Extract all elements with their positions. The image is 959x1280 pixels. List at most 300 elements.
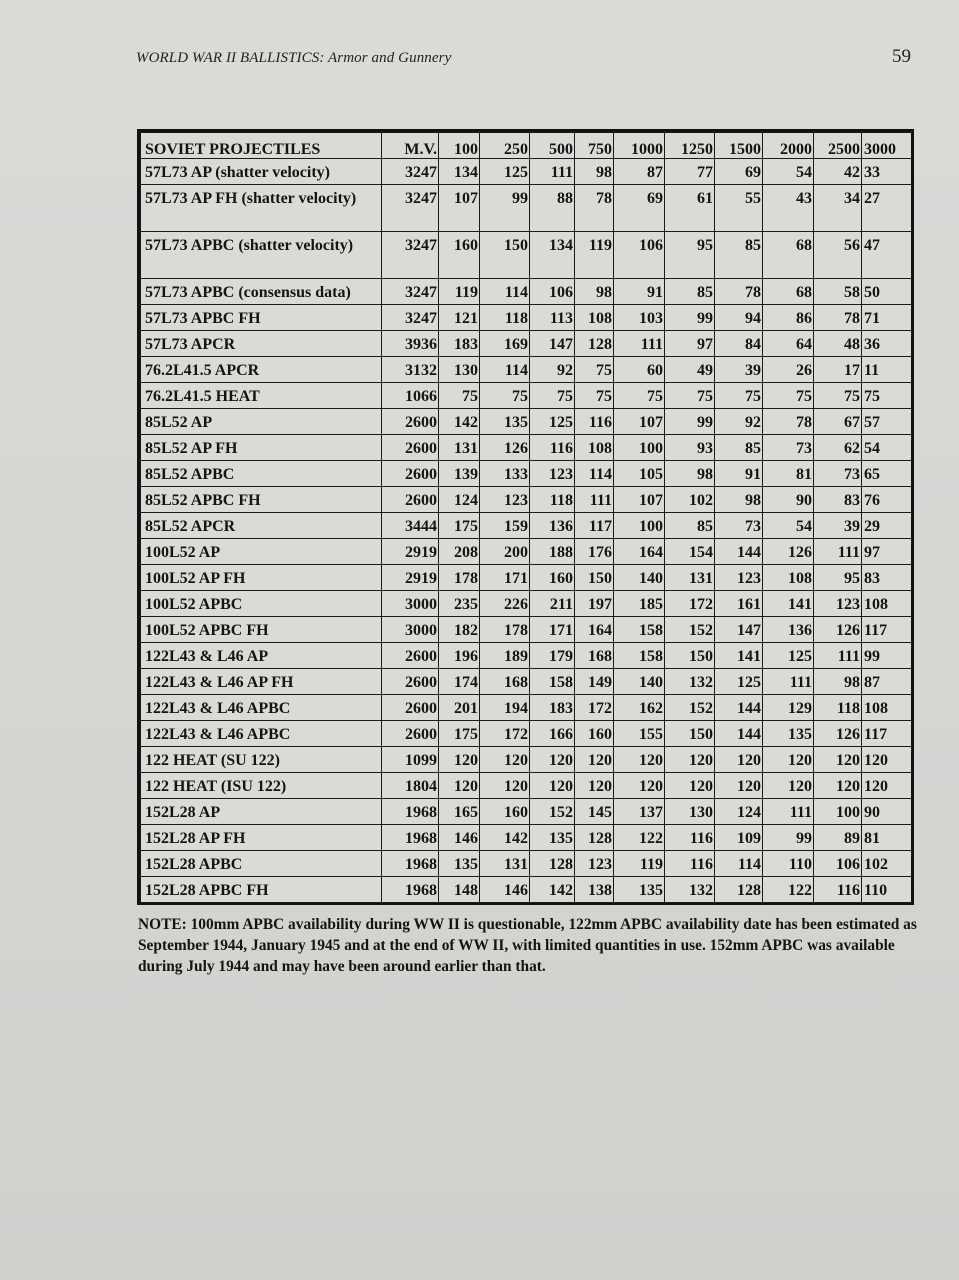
penetration-value-cell: 125 — [715, 669, 763, 695]
table-row — [141, 565, 912, 591]
penetration-value-cell: 106 — [614, 232, 665, 279]
column-header-range-2500: 2500 — [814, 133, 862, 159]
projectile-name-cell: 122L43 & L46 AP — [141, 643, 382, 669]
muzzle-velocity-cell: 3132 — [382, 357, 439, 383]
penetration-value-cell: 148 — [439, 877, 480, 903]
projectile-name-cell: 100L52 APBC FH — [141, 617, 382, 643]
penetration-value-cell: 85 — [665, 279, 715, 305]
table-row — [141, 799, 912, 825]
projectile-name-cell: 76.2L41.5 APCR — [141, 357, 382, 383]
penetration-value-cell: 90 — [862, 799, 912, 825]
penetration-value-cell: 128 — [530, 851, 575, 877]
penetration-value-cell: 179 — [530, 643, 575, 669]
muzzle-velocity-cell: 1968 — [382, 825, 439, 851]
table-body — [141, 133, 912, 903]
penetration-value-cell: 142 — [480, 825, 530, 851]
penetration-value-cell: 120 — [575, 773, 614, 799]
penetration-value-cell: 135 — [439, 851, 480, 877]
muzzle-velocity-cell: 1804 — [382, 773, 439, 799]
table-row — [141, 305, 912, 331]
penetration-value-cell: 118 — [480, 305, 530, 331]
penetration-value-cell: 75 — [575, 357, 614, 383]
projectile-name-cell: 57L73 AP (shatter velocity) — [141, 159, 382, 185]
penetration-value-cell: 139 — [439, 461, 480, 487]
muzzle-velocity-cell: 3247 — [382, 159, 439, 185]
penetration-value-cell: 120 — [439, 747, 480, 773]
penetration-value-cell: 73 — [715, 513, 763, 539]
penetration-value-cell: 146 — [480, 877, 530, 903]
penetration-value-cell: 85 — [715, 232, 763, 279]
penetration-value-cell: 120 — [575, 747, 614, 773]
penetration-value-cell: 146 — [439, 825, 480, 851]
table-row — [141, 773, 912, 799]
penetration-value-cell: 98 — [665, 461, 715, 487]
penetration-value-cell: 43 — [763, 185, 814, 232]
penetration-value-cell: 39 — [814, 513, 862, 539]
penetration-value-cell: 120 — [530, 773, 575, 799]
projectile-name-cell: 57L73 AP FH (shatter velocity) — [141, 185, 382, 232]
penetration-value-cell: 75 — [862, 383, 912, 409]
table-row — [141, 232, 912, 279]
muzzle-velocity-cell: 3247 — [382, 185, 439, 232]
table-row — [141, 851, 912, 877]
projectile-name-cell: 122L43 & L46 APBC — [141, 695, 382, 721]
soviet-projectiles-table — [140, 132, 912, 903]
muzzle-velocity-cell: 1099 — [382, 747, 439, 773]
penetration-value-cell: 75 — [814, 383, 862, 409]
penetration-value-cell: 136 — [763, 617, 814, 643]
penetration-value-cell: 116 — [814, 877, 862, 903]
penetration-value-cell: 85 — [715, 435, 763, 461]
column-header-range-1250: 1250 — [665, 133, 715, 159]
muzzle-velocity-cell: 2600 — [382, 721, 439, 747]
penetration-value-cell: 102 — [862, 851, 912, 877]
penetration-value-cell: 88 — [530, 185, 575, 232]
penetration-value-cell: 119 — [439, 279, 480, 305]
penetration-value-cell: 147 — [715, 617, 763, 643]
running-head-title: WORLD WAR II BALLISTICS: Armor and Gunnery — [136, 50, 452, 66]
penetration-value-cell: 99 — [763, 825, 814, 851]
penetration-value-cell: 135 — [530, 825, 575, 851]
projectile-name-cell: 122L43 & L46 AP FH — [141, 669, 382, 695]
table-row — [141, 695, 912, 721]
penetration-value-cell: 124 — [439, 487, 480, 513]
penetration-value-cell: 47 — [862, 232, 912, 279]
muzzle-velocity-cell: 2600 — [382, 695, 439, 721]
penetration-value-cell: 60 — [614, 357, 665, 383]
penetration-value-cell: 158 — [530, 669, 575, 695]
penetration-value-cell: 121 — [439, 305, 480, 331]
penetration-value-cell: 155 — [614, 721, 665, 747]
penetration-value-cell: 160 — [439, 232, 480, 279]
penetration-value-cell: 137 — [614, 799, 665, 825]
column-header-range-1500: 1500 — [715, 133, 763, 159]
penetration-value-cell: 152 — [665, 695, 715, 721]
penetration-value-cell: 123 — [530, 461, 575, 487]
muzzle-velocity-cell: 3000 — [382, 617, 439, 643]
penetration-value-cell: 130 — [439, 357, 480, 383]
projectile-name-cell: 57L73 APBC (shatter velocity) — [141, 232, 382, 279]
page-number: 59 — [892, 46, 911, 67]
table-row — [141, 747, 912, 773]
table-row — [141, 669, 912, 695]
penetration-value-cell: 128 — [575, 825, 614, 851]
penetration-value-cell: 92 — [715, 409, 763, 435]
penetration-value-cell: 92 — [530, 357, 575, 383]
penetration-value-cell: 120 — [814, 747, 862, 773]
penetration-value-cell: 116 — [575, 409, 614, 435]
penetration-value-cell: 69 — [614, 185, 665, 232]
projectile-name-cell: 85L52 AP FH — [141, 435, 382, 461]
penetration-value-cell: 144 — [715, 721, 763, 747]
penetration-value-cell: 75 — [530, 383, 575, 409]
muzzle-velocity-cell: 2600 — [382, 643, 439, 669]
penetration-value-cell: 120 — [614, 773, 665, 799]
penetration-value-cell: 162 — [614, 695, 665, 721]
penetration-value-cell: 120 — [480, 747, 530, 773]
table-row — [141, 539, 912, 565]
penetration-value-cell: 164 — [614, 539, 665, 565]
penetration-value-cell: 131 — [439, 435, 480, 461]
penetration-value-cell: 136 — [530, 513, 575, 539]
penetration-value-cell: 98 — [814, 669, 862, 695]
penetration-value-cell: 113 — [530, 305, 575, 331]
penetration-value-cell: 99 — [665, 409, 715, 435]
penetration-value-cell: 100 — [614, 513, 665, 539]
penetration-value-cell: 117 — [575, 513, 614, 539]
penetration-value-cell: 108 — [575, 305, 614, 331]
projectile-name-cell: 152L28 AP — [141, 799, 382, 825]
penetration-value-cell: 91 — [715, 461, 763, 487]
muzzle-velocity-cell: 2600 — [382, 409, 439, 435]
penetration-value-cell: 172 — [480, 721, 530, 747]
penetration-value-cell: 108 — [575, 435, 614, 461]
penetration-value-cell: 85 — [665, 513, 715, 539]
penetration-value-cell: 17 — [814, 357, 862, 383]
table-row — [141, 877, 912, 903]
penetration-value-cell: 106 — [814, 851, 862, 877]
penetration-value-cell: 140 — [614, 669, 665, 695]
penetration-value-cell: 178 — [439, 565, 480, 591]
penetration-value-cell: 122 — [614, 825, 665, 851]
penetration-value-cell: 130 — [665, 799, 715, 825]
penetration-value-cell: 120 — [665, 773, 715, 799]
penetration-value-cell: 48 — [814, 331, 862, 357]
penetration-value-cell: 126 — [814, 617, 862, 643]
table-row — [141, 435, 912, 461]
projectile-name-cell: 100L52 AP FH — [141, 565, 382, 591]
penetration-value-cell: 105 — [614, 461, 665, 487]
column-header-range-2000: 2000 — [763, 133, 814, 159]
penetration-value-cell: 150 — [665, 643, 715, 669]
muzzle-velocity-cell: 2600 — [382, 669, 439, 695]
penetration-value-cell: 131 — [480, 851, 530, 877]
penetration-value-cell: 120 — [862, 747, 912, 773]
penetration-value-cell: 42 — [814, 159, 862, 185]
penetration-value-cell: 116 — [530, 435, 575, 461]
table-row — [141, 591, 912, 617]
penetration-value-cell: 166 — [530, 721, 575, 747]
penetration-value-cell: 75 — [614, 383, 665, 409]
penetration-value-cell: 39 — [715, 357, 763, 383]
penetration-value-cell: 71 — [862, 305, 912, 331]
penetration-value-cell: 175 — [439, 721, 480, 747]
penetration-value-cell: 98 — [715, 487, 763, 513]
penetration-value-cell: 99 — [480, 185, 530, 232]
muzzle-velocity-cell: 2600 — [382, 487, 439, 513]
projectile-name-cell: 57L73 APBC FH — [141, 305, 382, 331]
penetration-value-cell: 147 — [530, 331, 575, 357]
penetration-value-cell: 110 — [763, 851, 814, 877]
penetration-value-cell: 34 — [814, 185, 862, 232]
penetration-value-cell: 56 — [814, 232, 862, 279]
penetration-value-cell: 120 — [480, 773, 530, 799]
penetration-value-cell: 169 — [480, 331, 530, 357]
penetration-value-cell: 97 — [862, 539, 912, 565]
muzzle-velocity-cell: 3247 — [382, 279, 439, 305]
table-row — [141, 825, 912, 851]
muzzle-velocity-cell: 1968 — [382, 877, 439, 903]
column-header-range-3000: 3000 — [862, 133, 912, 159]
muzzle-velocity-cell: 2600 — [382, 435, 439, 461]
penetration-value-cell: 77 — [665, 159, 715, 185]
penetration-value-cell: 78 — [814, 305, 862, 331]
column-header-range-500: 500 — [530, 133, 575, 159]
penetration-value-cell: 108 — [763, 565, 814, 591]
penetration-value-cell: 116 — [665, 825, 715, 851]
projectile-name-cell: 85L52 APBC — [141, 461, 382, 487]
muzzle-velocity-cell: 1066 — [382, 383, 439, 409]
penetration-value-cell: 89 — [814, 825, 862, 851]
penetration-value-cell: 106 — [530, 279, 575, 305]
penetration-value-cell: 144 — [715, 539, 763, 565]
penetration-value-cell: 99 — [665, 305, 715, 331]
table-row — [141, 409, 912, 435]
penetration-value-cell: 73 — [763, 435, 814, 461]
penetration-value-cell: 108 — [862, 695, 912, 721]
penetration-value-cell: 68 — [763, 232, 814, 279]
penetration-value-cell: 114 — [480, 357, 530, 383]
penetration-value-cell: 118 — [814, 695, 862, 721]
muzzle-velocity-cell: 3000 — [382, 591, 439, 617]
penetration-value-cell: 111 — [763, 799, 814, 825]
penetration-value-cell: 172 — [665, 591, 715, 617]
column-header-muzzle-velocity: M.V. — [382, 133, 439, 159]
penetration-value-cell: 125 — [763, 643, 814, 669]
penetration-value-cell: 123 — [814, 591, 862, 617]
penetration-value-cell: 111 — [614, 331, 665, 357]
table-row — [141, 513, 912, 539]
penetration-value-cell: 84 — [715, 331, 763, 357]
penetration-value-cell: 107 — [439, 185, 480, 232]
table-row — [141, 331, 912, 357]
penetration-value-cell: 183 — [439, 331, 480, 357]
column-header-range-750: 750 — [575, 133, 614, 159]
penetration-value-cell: 174 — [439, 669, 480, 695]
muzzle-velocity-cell: 1968 — [382, 851, 439, 877]
penetration-value-cell: 132 — [665, 877, 715, 903]
table-note: NOTE: 100mm APBC availability during WW II is questionable, 122mm APBC availability date has been estimated as September 1944, January 1945 and at the end of WW II, with limited quantities in use. 152mm APBC was available during July 1944 and may have been around earlier than that. — [138, 916, 917, 975]
penetration-value-cell: 81 — [763, 461, 814, 487]
penetration-value-cell: 182 — [439, 617, 480, 643]
penetration-value-cell: 194 — [480, 695, 530, 721]
table-row — [141, 487, 912, 513]
penetration-value-cell: 135 — [614, 877, 665, 903]
projectile-name-cell: 100L52 AP — [141, 539, 382, 565]
penetration-value-cell: 133 — [480, 461, 530, 487]
penetration-value-cell: 150 — [575, 565, 614, 591]
penetration-value-cell: 171 — [530, 617, 575, 643]
penetration-value-cell: 36 — [862, 331, 912, 357]
penetration-value-cell: 26 — [763, 357, 814, 383]
penetration-value-cell: 50 — [862, 279, 912, 305]
penetration-value-cell: 138 — [575, 877, 614, 903]
penetration-value-cell: 120 — [530, 747, 575, 773]
projectile-name-cell: 122L43 & L46 APBC — [141, 721, 382, 747]
penetration-value-cell: 118 — [530, 487, 575, 513]
projectile-name-cell: 85L52 APCR — [141, 513, 382, 539]
table-row — [141, 185, 912, 232]
penetration-value-cell: 76 — [862, 487, 912, 513]
penetration-value-cell: 197 — [575, 591, 614, 617]
penetration-value-cell: 123 — [480, 487, 530, 513]
penetration-value-cell: 168 — [575, 643, 614, 669]
penetration-value-cell: 61 — [665, 185, 715, 232]
penetration-value-cell: 107 — [614, 409, 665, 435]
penetration-value-cell: 114 — [715, 851, 763, 877]
projectile-name-cell: 57L73 APBC (consensus data) — [141, 279, 382, 305]
penetration-value-cell: 108 — [862, 591, 912, 617]
penetration-value-cell: 83 — [862, 565, 912, 591]
penetration-value-cell: 160 — [530, 565, 575, 591]
penetration-value-cell: 128 — [715, 877, 763, 903]
projectile-name-cell: 152L28 APBC — [141, 851, 382, 877]
penetration-value-cell: 160 — [480, 799, 530, 825]
penetration-value-cell: 111 — [575, 487, 614, 513]
penetration-value-cell: 142 — [530, 877, 575, 903]
penetration-value-cell: 120 — [814, 773, 862, 799]
muzzle-velocity-cell: 2919 — [382, 539, 439, 565]
penetration-value-cell: 54 — [862, 435, 912, 461]
penetration-value-cell: 93 — [665, 435, 715, 461]
penetration-value-cell: 67 — [814, 409, 862, 435]
penetration-value-cell: 81 — [862, 825, 912, 851]
penetration-value-cell: 176 — [575, 539, 614, 565]
penetration-value-cell: 141 — [715, 643, 763, 669]
table-row — [141, 357, 912, 383]
penetration-value-cell: 208 — [439, 539, 480, 565]
penetration-value-cell: 125 — [480, 159, 530, 185]
projectile-name-cell: 76.2L41.5 HEAT — [141, 383, 382, 409]
penetration-value-cell: 78 — [763, 409, 814, 435]
projectile-name-cell: 85L52 AP — [141, 409, 382, 435]
penetration-value-cell: 134 — [439, 159, 480, 185]
penetration-value-cell: 126 — [480, 435, 530, 461]
penetration-value-cell: 97 — [665, 331, 715, 357]
penetration-value-cell: 152 — [530, 799, 575, 825]
penetration-value-cell: 54 — [763, 159, 814, 185]
penetration-value-cell: 126 — [814, 721, 862, 747]
penetration-value-cell: 62 — [814, 435, 862, 461]
penetration-value-cell: 29 — [862, 513, 912, 539]
penetration-value-cell: 226 — [480, 591, 530, 617]
penetration-value-cell: 102 — [665, 487, 715, 513]
column-header-range-250: 250 — [480, 133, 530, 159]
penetration-value-cell: 111 — [814, 643, 862, 669]
penetration-value-cell: 129 — [763, 695, 814, 721]
penetration-value-cell: 58 — [814, 279, 862, 305]
penetration-value-cell: 120 — [439, 773, 480, 799]
penetration-value-cell: 111 — [530, 159, 575, 185]
penetration-value-cell: 125 — [530, 409, 575, 435]
penetration-value-cell: 87 — [614, 159, 665, 185]
penetration-value-cell: 150 — [480, 232, 530, 279]
penetration-value-cell: 132 — [665, 669, 715, 695]
penetration-value-cell: 171 — [480, 565, 530, 591]
projectile-name-cell: 100L52 APBC — [141, 591, 382, 617]
penetration-value-cell: 64 — [763, 331, 814, 357]
penetration-value-cell: 75 — [439, 383, 480, 409]
penetration-value-cell: 135 — [480, 409, 530, 435]
penetration-value-cell: 120 — [715, 747, 763, 773]
penetration-value-cell: 75 — [665, 383, 715, 409]
penetration-value-cell: 159 — [480, 513, 530, 539]
penetration-value-cell: 111 — [814, 539, 862, 565]
penetration-value-cell: 149 — [575, 669, 614, 695]
projectile-name-cell: 122 HEAT (SU 122) — [141, 747, 382, 773]
penetration-value-cell: 100 — [814, 799, 862, 825]
table-header-row — [141, 133, 912, 159]
penetration-value-cell: 134 — [530, 232, 575, 279]
penetration-value-cell: 75 — [763, 383, 814, 409]
penetration-value-cell: 122 — [763, 877, 814, 903]
penetration-value-cell: 11 — [862, 357, 912, 383]
projectile-name-cell: 152L28 APBC FH — [141, 877, 382, 903]
penetration-value-cell: 54 — [763, 513, 814, 539]
penetration-value-cell: 211 — [530, 591, 575, 617]
penetration-value-cell: 91 — [614, 279, 665, 305]
penetration-value-cell: 189 — [480, 643, 530, 669]
penetration-value-cell: 119 — [575, 232, 614, 279]
penetration-value-cell: 196 — [439, 643, 480, 669]
penetration-value-cell: 141 — [763, 591, 814, 617]
penetration-value-cell: 98 — [575, 159, 614, 185]
muzzle-velocity-cell: 3936 — [382, 331, 439, 357]
penetration-value-cell: 78 — [715, 279, 763, 305]
penetration-value-cell: 123 — [715, 565, 763, 591]
penetration-value-cell: 135 — [763, 721, 814, 747]
penetration-value-cell: 140 — [614, 565, 665, 591]
penetration-value-cell: 98 — [575, 279, 614, 305]
muzzle-velocity-cell: 3247 — [382, 232, 439, 279]
penetration-value-cell: 75 — [575, 383, 614, 409]
penetration-value-cell: 128 — [575, 331, 614, 357]
column-header-range-1000: 1000 — [614, 133, 665, 159]
penetration-value-cell: 99 — [862, 643, 912, 669]
penetration-value-cell: 178 — [480, 617, 530, 643]
penetration-value-cell: 110 — [862, 877, 912, 903]
penetration-value-cell: 119 — [614, 851, 665, 877]
penetration-value-cell: 158 — [614, 643, 665, 669]
penetration-value-cell: 94 — [715, 305, 763, 331]
penetration-value-cell: 117 — [862, 721, 912, 747]
penetration-value-cell: 65 — [862, 461, 912, 487]
penetration-value-cell: 188 — [530, 539, 575, 565]
penetration-value-cell: 154 — [665, 539, 715, 565]
penetration-value-cell: 75 — [480, 383, 530, 409]
projectile-name-cell: 57L73 APCR — [141, 331, 382, 357]
table-row — [141, 383, 912, 409]
